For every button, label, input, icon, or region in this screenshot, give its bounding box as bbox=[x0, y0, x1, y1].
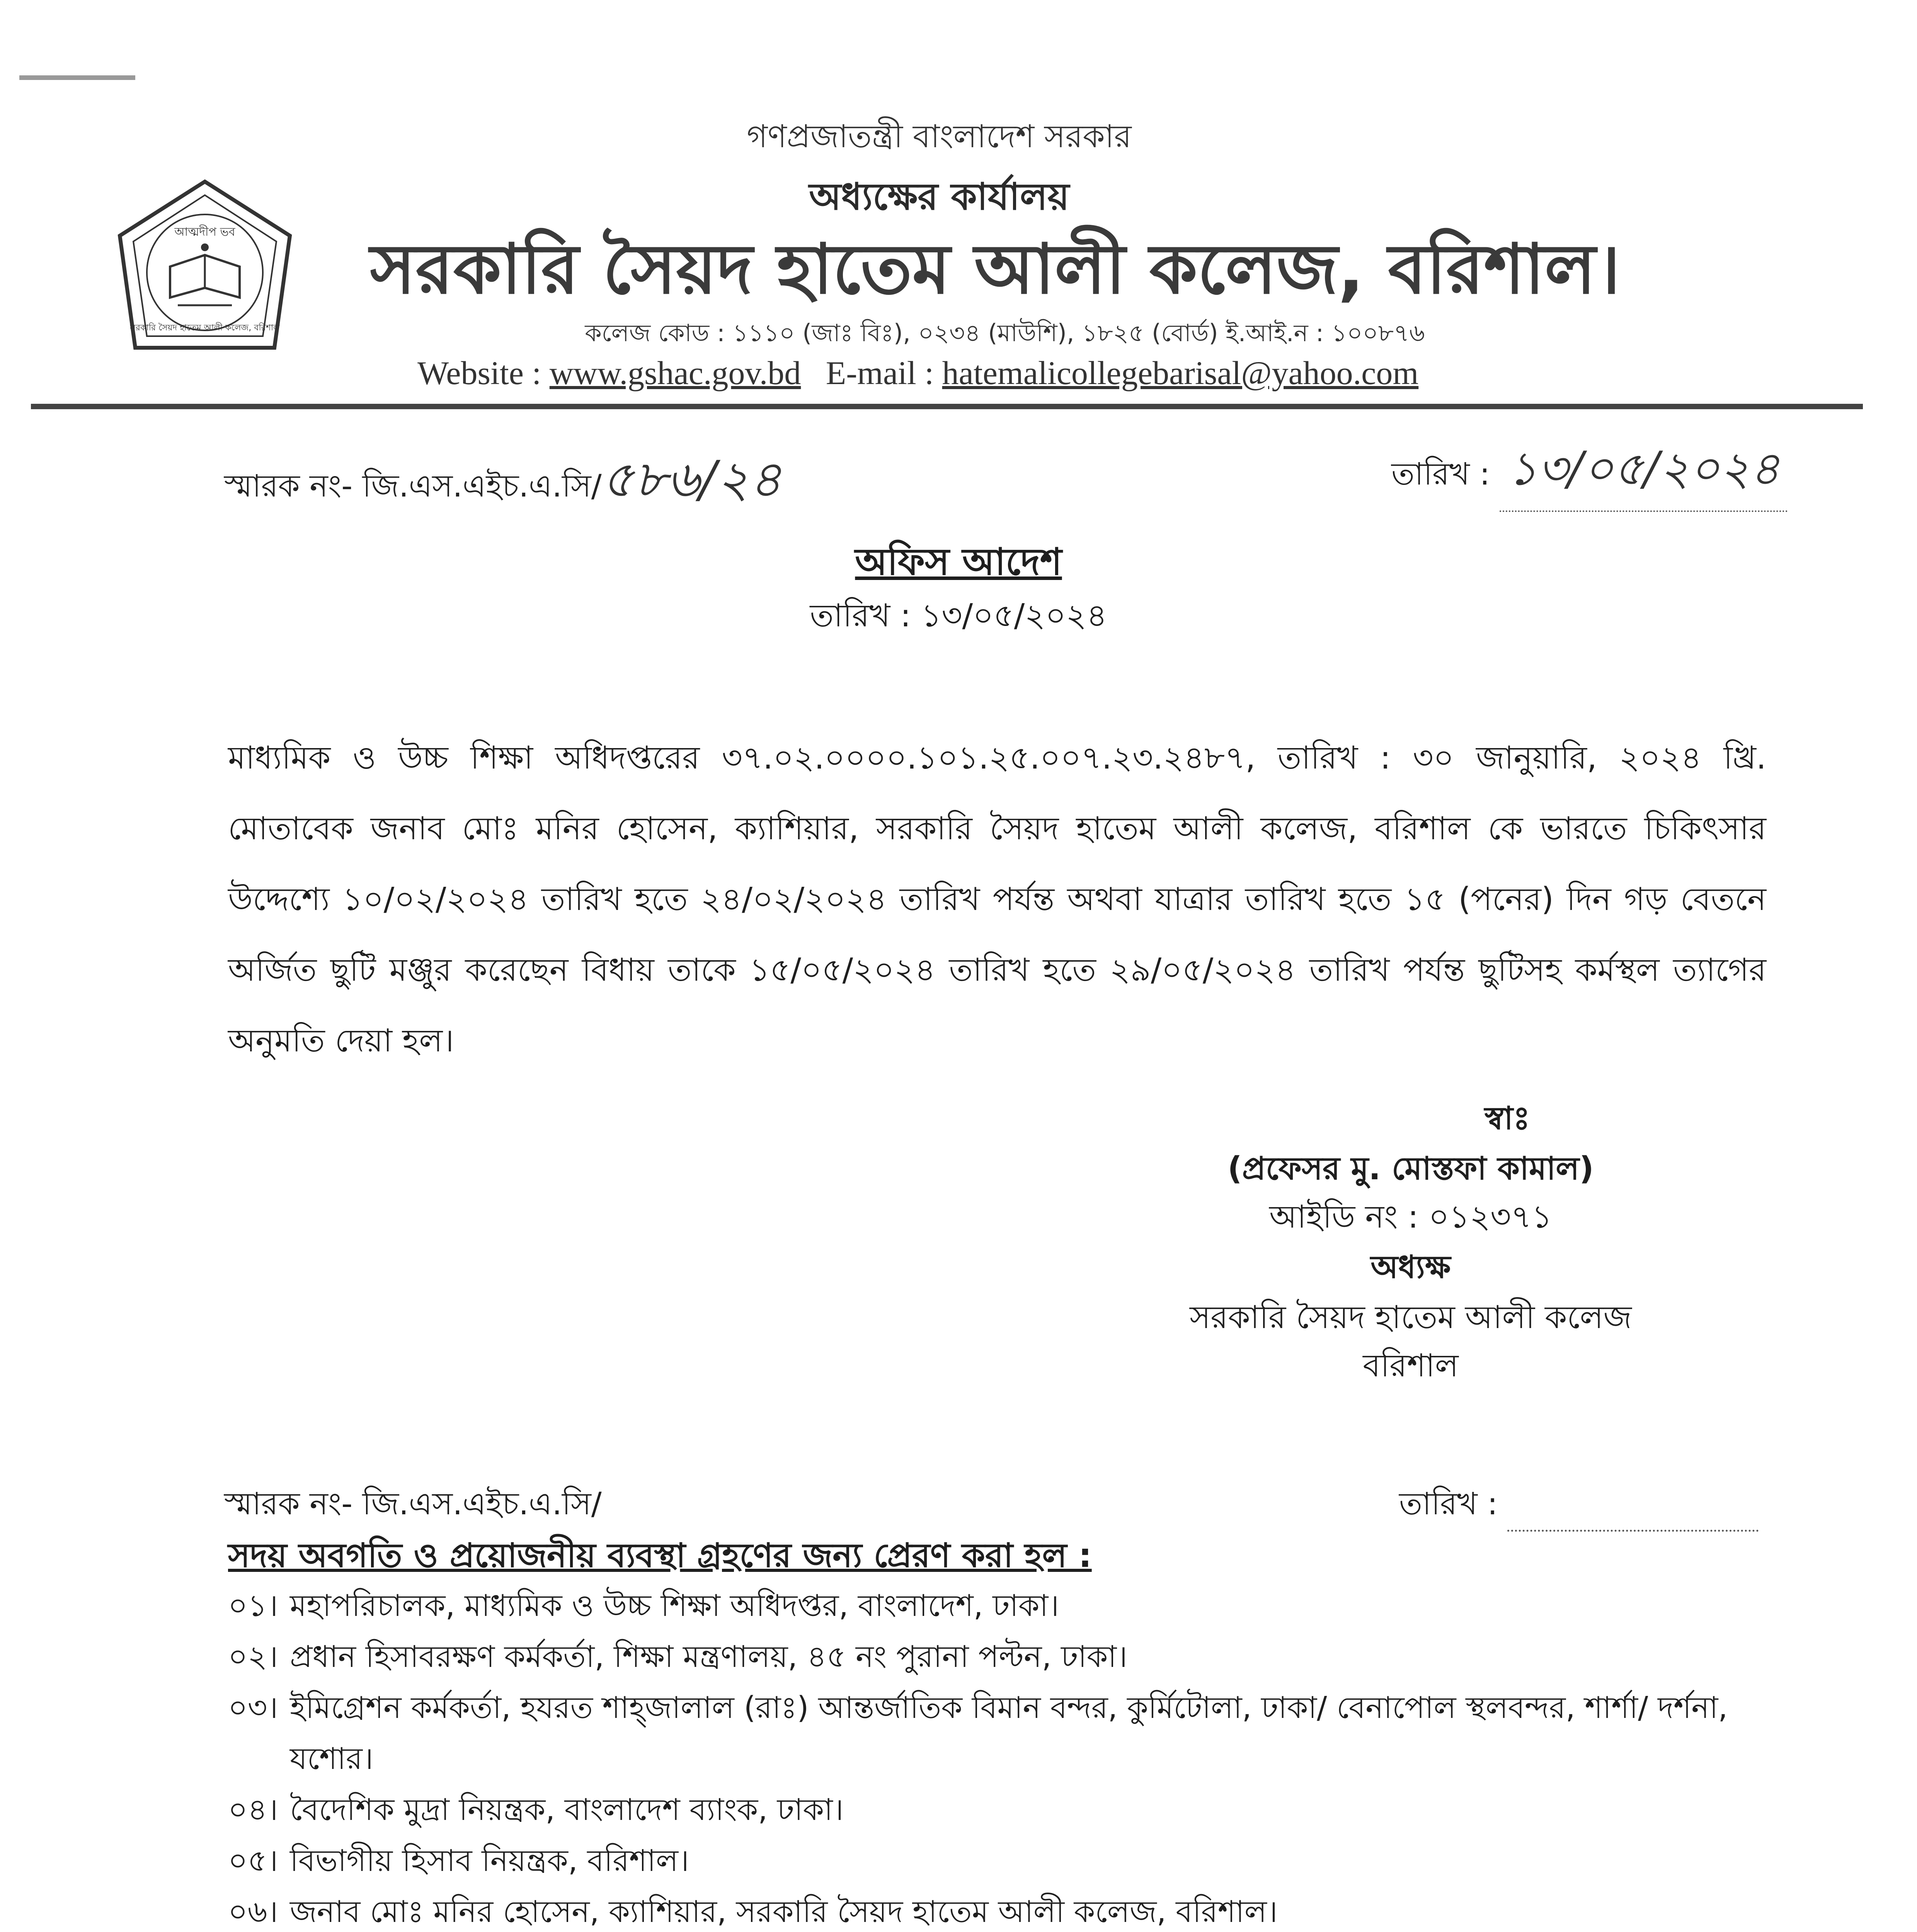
list-item bbox=[228, 1682, 1766, 1784]
list-item-text: জনাব মোঃ মনির হোসেন, ক্যাশিয়ার, সরকারি সৈয়দ হাতেম আলী কলেজ, বরিশাল। bbox=[290, 1895, 1278, 1929]
memo-date-handwritten: ১৩/০৫/২০২৪ bbox=[1500, 433, 1788, 512]
list-item-number: ০৫। bbox=[228, 1844, 278, 1878]
distribution-date bbox=[1399, 1480, 1759, 1532]
college-name: সরকারি সৈয়দ হাতেম আলী কলেজ, বরিশাল। bbox=[370, 229, 1621, 309]
list-item bbox=[228, 1886, 1766, 1932]
email-link[interactable]: hatemalicollegebarisal@yahoo.com bbox=[942, 354, 1419, 391]
signed-mark: স্বাঃ bbox=[1485, 1100, 1530, 1137]
list-item bbox=[228, 1784, 1766, 1835]
scan-mark bbox=[19, 75, 135, 80]
college-codes: কলেজ কোড : ১১১০ (জাঃ বিঃ), ০২৩৪ (মাউশি), ১৮২৫ (বোর্ড) ই.আই.ন : ১০০৮৭৬ bbox=[585, 319, 1425, 347]
college-logo bbox=[112, 178, 298, 363]
list-item-number: ০৩। bbox=[228, 1690, 278, 1725]
distribution-heading: সদয় অবগতি ও প্রয়োজনীয় ব্যবস্থা গ্রহণের জন্য প্রেরণ করা হল : bbox=[228, 1536, 1092, 1575]
logo-ring-text: সরকারি সৈয়দ হাতেম আলী কলেজ, বরিশাল bbox=[130, 323, 280, 333]
distribution-date-blank bbox=[1507, 1506, 1759, 1532]
list-item-text: বিভাগীয় হিসাব নিয়ন্ত্রক, বরিশাল। bbox=[290, 1844, 689, 1878]
signatory-id: আইডি নং : ০১২৩৭১ bbox=[1269, 1199, 1552, 1235]
distribution-date-label: তারিখ : bbox=[1399, 1486, 1498, 1522]
office-title: অধ্যক্ষের কার্যালয় bbox=[809, 175, 1069, 218]
list-item-text: বৈদেশিক মুদ্রা নিয়ন্ত্রক, বাংলাদেশ ব্যাংক, ঢাকা। bbox=[290, 1793, 844, 1827]
contact-line bbox=[417, 354, 1577, 392]
memo-date bbox=[1391, 433, 1788, 512]
distribution-ref: স্মারক নং- জি.এস.এইচ.এ.সি/ bbox=[224, 1486, 602, 1522]
order-title-wrap bbox=[0, 533, 1917, 595]
signatory-designation: অধ্যক্ষ bbox=[1371, 1249, 1451, 1286]
list-item bbox=[228, 1580, 1766, 1631]
memo-reference bbox=[224, 440, 782, 524]
list-item-text: প্রধান হিসাবরক্ষণ কর্মকর্তা, শিক্ষা মন্ত্রণালয়, ৪৫ নং পুরানা পল্টন, ঢাকা। bbox=[290, 1639, 1127, 1674]
list-item-number: ০২। bbox=[228, 1639, 278, 1674]
signatory-institution: সরকারি সৈয়দ হাতেম আলী কলেজ bbox=[1190, 1299, 1632, 1336]
memo-date-label: তারিখ : bbox=[1391, 456, 1490, 492]
website-label: Website : bbox=[417, 354, 541, 391]
order-title: অফিস আদেশ bbox=[855, 540, 1062, 583]
order-date: তারিখ : ১৩/০৫/২০২৪ bbox=[810, 597, 1107, 634]
government-title: গণপ্রজাতন্ত্রী বাংলাদেশ সরকার bbox=[747, 118, 1132, 155]
logo-motto: আত্মদীপ ভব bbox=[174, 225, 235, 239]
email-label: E-mail : bbox=[826, 354, 934, 391]
list-item bbox=[228, 1835, 1766, 1886]
header-divider bbox=[31, 404, 1863, 409]
order-body: মাধ্যমিক ও উচ্চ শিক্ষা অধিদপ্তরের ৩৭.০২.০০০০.১০১.২৫.০০৭.২৩.২৪৮৭, তারিখ : ৩০ জানুয়ারি, ২০২৪ খ্রি. মোতাবেক জনাব মোঃ মনির হোসেন, ক্যাশিয়ার, সরকারি সৈয়দ হাতেম আলী কলেজ, বরিশাল কে ভারতে চিকিৎসার উদ্দেশ্যে ১০/০২/২০২৪ তারিখ হতে ২৪/০২/২০২৪ তারিখ পর্যন্ত অথবা যাত্রার তারিখ হতে ১৫ (পনের) দিন গড় বেতনে অর্জিত ছুটি মঞ্জুর করেছেন বিধায় তাকে ১৫/০৫/২০২৪ তারিখ হতে ২৯/০৫/২০২৪ তারিখ পর্যন্ত ছুটিসহ কর্মস্থল ত্যাগের অনুমতি দেয়া হল। bbox=[228, 740, 1766, 1059]
memo-ref-handwritten: ৫৮৬/২৪ bbox=[601, 450, 782, 509]
website-link[interactable]: www.gshac.gov.bd bbox=[549, 354, 801, 391]
list-item bbox=[228, 1631, 1766, 1682]
distribution-list bbox=[228, 1580, 1766, 1932]
list-item-number: ০৬। bbox=[228, 1895, 278, 1929]
signatory-name: (প্রফেসর মু. মোস্তফা কামাল) bbox=[1227, 1150, 1594, 1187]
list-item-number: ০৪। bbox=[228, 1793, 278, 1827]
list-item-text: মহাপরিচালক, মাধ্যমিক ও উচ্চ শিক্ষা অধিদপ্তর, বাংলাদেশ, ঢাকা। bbox=[290, 1588, 1059, 1623]
signatory-city: বরিশাল bbox=[1363, 1347, 1459, 1384]
list-item-number: ০১। bbox=[228, 1588, 278, 1623]
memo-ref-label: স্মারক নং- জি.এস.এইচ.এ.সি/ bbox=[224, 468, 602, 504]
list-item-text: ইমিগ্রেশন কর্মকর্তা, হযরত শাহ্জালাল (রাঃ) আন্তর্জাতিক বিমান বন্দর, কুর্মিটোলা, ঢাকা/ বেনাপোল স্থলবন্দর, শার্শা/ দর্শনা, যশোর। bbox=[290, 1690, 1728, 1776]
